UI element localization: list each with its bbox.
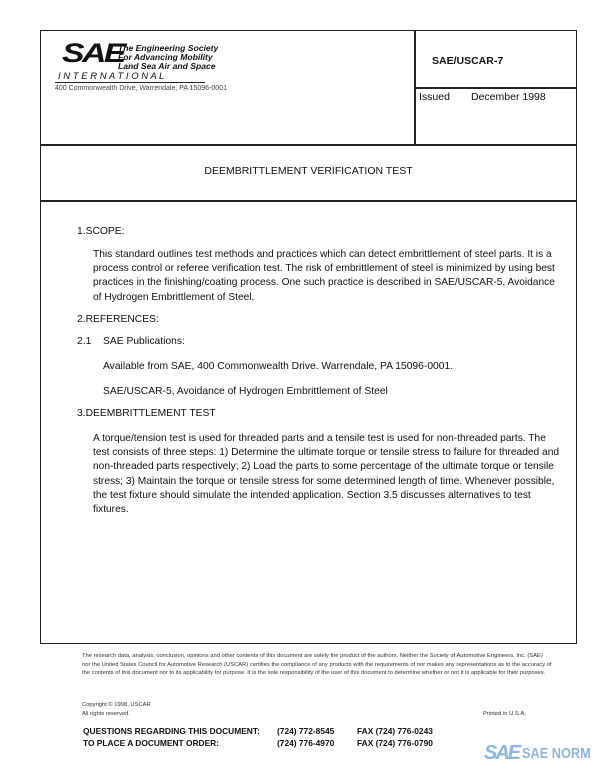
order-label: TO PLACE A DOCUMENT ORDER: [83,738,220,748]
scope-paragraph: This standard outlines test methods and practices which can detect embrittlement of steel parts. It is a process control or referee verification test. The risk of embrittlement of steel is minimized by using best practices in the finishing/coating process. One such practice is described in SAE/USCAR-5, Avoidance of Hydrogen Embrittlement of Steel. [93,249,555,303]
questions-fax: FAX (724) 776-0243 [357,726,433,736]
questions-label: QUESTIONS REGARDING THIS DOCUMENT: [83,726,260,736]
test-paragraph: A torque/tension test is used for threaded parts and a tensile test is used for non-threaded parts. The test consists of three steps: 1) Determine the ultimate torque or tensile stress to failure for threaded and non-threaded parts respectively; 2) Load the parts to some percentage of the ultimate torque or tensile stress; 3) Maintain the torque or tensile stress for some determined length of time. Whenever possible, the test fixture should simulate the intended application. Section 3.5 discusses alternatives to test fixtures. [93,433,560,516]
society-address: 400 Commonwealth Drive, Warrendale, PA 15096-0001 [55,85,227,92]
header-divider [40,144,577,146]
document-page: SAE The Engineering Society For Advancing Mobility Land Sea Air and Space I N T E R N A T I O N A L 400 Commonwealth Drive, Warrendale, PA 15096-0001 SAE/USCAR-7 Issued December 1998 DEEMBRITTLEMENT VERIFICATION TEST 1.SCOPE: This standard outlines test methods and practices which can detect embrittlement of steel parts. It is a process control or referee verification test. The risk of embrittlement of steel is minimized by using best practices in the finishing/coating process. One such practice is described in SAE/USCAR-5, Avoidance of Hydrogen Embrittlement of Steel. 2.REFERENCES: 2.1 SAE Publications: Available from SAE, 400 Commonwealth Drive. Warrendale, PA 15096-0001. SAE/USCAR-5, Avoidance of Hydrogen Embrittlement of Steel 3.DEEMBRITTLEMENT TEST A torque/tension test is used for threaded parts and a tensile test is used for non-threaded parts. The test consists of three steps: 1) Determine the ultimate torque or tensile stress to failure for threaded and non-threaded parts respectively; 2) Load the parts to some percentage of the ultimate torque or tensile stress; 3) Maintain the torque or tensile stress for some determined length of time. Whenever possible, the test fixture should simulate the intended application. Section 3.5 discusses alternatives to test fixtures. The research data, analysis, conclusion, opinions and other contents of this document are solely the product of the authors. Neither the Society of Automotive Engineers, Inc. (SAE) nor the United States Council for Automotive Research (USCAR) certifies the compliance of any products with the requirements of nor makes any representations as to the accuracy of the contents of this document nor to its applicability for purpose. It is the sole responsibility of the user of this document to determine whether or not it is applicable for their purposes. Copyright © 1998, USCAR All rights reserved. Printed in U.S.A. QUESTIONS REGARDING THIS DOCUMENT: (724) 772-8545 FAX (724) 776-0243 TO PLACE A DOCUMENT ORDER: (724) 776-4970 FAX (724) 776-0790 SAE SAE NORM [0,0,600,776]
section-heading: 2.REFERENCES: [77,314,159,325]
title-divider [40,200,577,202]
copyright: Copyright © 1998, USCAR [82,702,151,708]
logo-text: SAE [62,38,124,68]
issued-label: Issued [419,91,450,103]
subsection-number: 2.1 [77,336,92,347]
printed-in: Printed in U.S.A. [483,711,526,717]
order-fax: FAX (724) 776-0790 [357,738,433,748]
international-text: I N T E R N A T I O N A L [58,71,165,82]
society-line: The Engineering Society [118,43,219,53]
questions-phone: (724) 772-8545 [277,726,335,736]
reference-item: SAE/USCAR-5, Avoidance of Hydrogen Embrittlement of Steel [103,386,388,397]
document-title: DEEMBRITTLEMENT VERIFICATION TEST [204,165,413,177]
section-heading: 1.SCOPE: [77,226,125,237]
header-divider [414,87,577,89]
society-line: Land Sea Air and Space [118,61,216,71]
issued-date: December 1998 [471,91,546,103]
section-heading: 3.DEEMBRITTLEMENT TEST [77,408,216,419]
subsection-title: SAE Publications: [103,336,185,347]
society-line: For Advancing Mobility [118,52,213,62]
rights-reserved: All rights reserved. [82,711,131,717]
reference-availability: Available from SAE, 400 Commonwealth Drive. Warrendale, PA 15096-0001. [103,361,454,372]
order-phone: (724) 776-4970 [277,738,335,748]
disclaimer: The research data, analysis, conclusion, opinions and other contents of this document are solely the product of the authors. Neither the Society of Automotive Engineers, Inc. (SAE) nor the United States Council for Automotive Research (USCAR) certifies the compliance of any products with the requirements of nor makes any representations as to the accuracy of the contents of this document nor to its applicability for purpose. It is the sole responsibility of the user of this document to determine whether or not it is applicable for their purposes. [82,653,552,677]
document-number: SAE/USCAR-7 [432,55,504,67]
